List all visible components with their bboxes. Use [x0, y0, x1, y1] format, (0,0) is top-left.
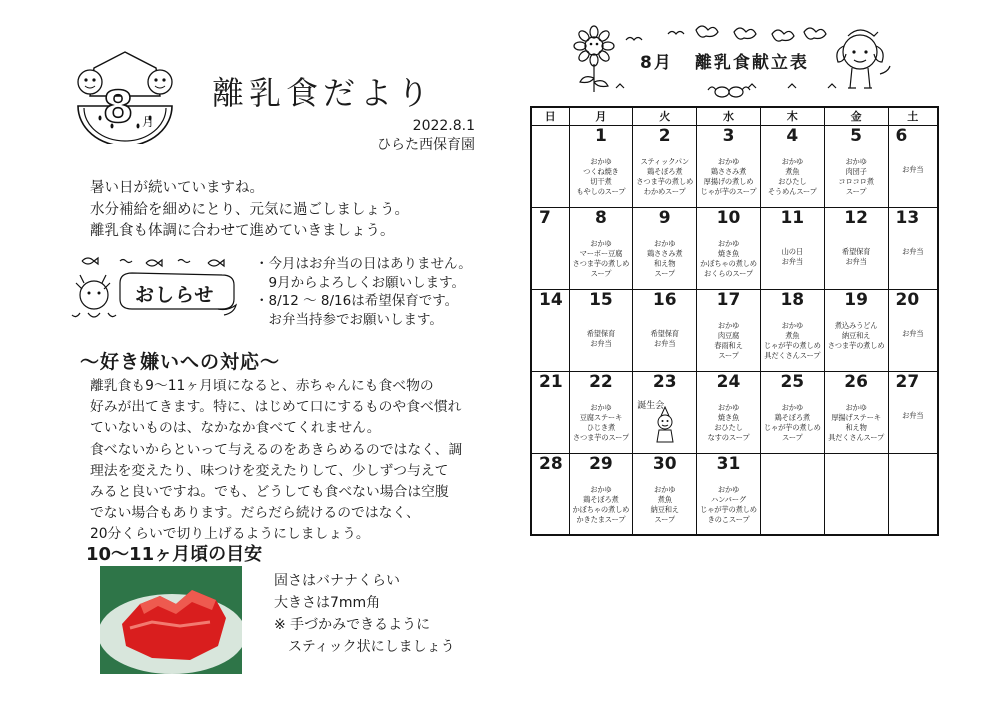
meal-item: おかゆ [590, 156, 612, 166]
meal-list [571, 403, 632, 443]
guide-note: 大きさは7mm角 [274, 595, 381, 611]
calendar-day-cell [531, 371, 569, 453]
notice-label: おしらせ [135, 284, 215, 306]
meal-item: さつま芋の煮しめ [636, 176, 694, 186]
calendar-day-cell [633, 207, 697, 289]
meal-item: おかゆ [781, 320, 803, 330]
meal-item: 切干煮 [590, 176, 612, 186]
jelly-photo-image [100, 566, 242, 674]
calendar-day-cell [569, 453, 633, 535]
body-line: 離乳食も9〜11ヶ月頃になると、赤ちゃんにも食べ物の [90, 378, 434, 394]
meal-item: コロコロ煮 [838, 176, 874, 186]
meal-list [634, 329, 695, 349]
meal-item: 山の日 [781, 246, 803, 256]
day-number: 10 [716, 207, 741, 228]
body-line: みると良いですね。でも、どうしても食べない場合は空腹 [90, 484, 449, 501]
body-line: 好みが出てきます。特に、はじめて口にするものや食べ慣れ [90, 399, 462, 416]
meal-list [698, 485, 759, 525]
meal-item: 和え物 [845, 422, 867, 432]
calendar-week-row [531, 289, 938, 371]
meal-item: 焼き魚 [717, 412, 740, 422]
issue-date: 2022.8.1 [412, 118, 475, 134]
meal-list [634, 239, 695, 279]
meal-item: スープ [590, 268, 612, 278]
day-number: 22 [589, 371, 613, 392]
day-number: 21 [539, 371, 563, 392]
meal-item: おかゆ [845, 402, 867, 412]
day-number: 4 [786, 125, 799, 146]
meal-item: 春雨和え [714, 340, 743, 350]
menu-month: 8月 [640, 53, 673, 73]
weekday-mon: 月 [569, 107, 633, 125]
calendar-day-cell [697, 289, 761, 371]
meal-item: じゃが芋の煮しめ [700, 504, 757, 514]
intro-line: 離乳食も体調に合わせて進めていきましょう。 [90, 223, 395, 239]
meal-list [571, 485, 632, 525]
day-number: 16 [652, 289, 677, 310]
calendar-week-row [531, 453, 938, 535]
menu-calendar [530, 106, 939, 536]
weekday-tue: 火 [633, 107, 697, 125]
guide-note: 固さはバナナくらい [274, 573, 400, 589]
meal-item: 鶏そぼろ煮 [774, 412, 811, 422]
calendar-day-cell [888, 453, 938, 535]
day-number: 14 [539, 289, 563, 310]
weekday-sun: 日 [531, 107, 569, 125]
picky-eating-heading: 〜好き嫌いへの対応〜 [80, 351, 281, 373]
calendar-day-cell [569, 125, 633, 207]
calendar-day-cell [760, 453, 824, 535]
day-number: 27 [895, 371, 920, 392]
meal-list [634, 485, 695, 525]
meal-list [890, 165, 937, 175]
meal-item: お弁当 [590, 338, 612, 348]
day-number: 8 [594, 207, 607, 228]
meal-item: マーボー豆腐 [579, 248, 623, 258]
meal-list [698, 239, 759, 279]
meal-item: 煮魚 [785, 166, 800, 176]
calendar-day-cell [531, 453, 569, 535]
meal-item: 焼き魚 [717, 248, 740, 258]
meal-item: 鶏ささみ煮 [710, 166, 747, 176]
meal-item: 鶏そぼろ煮 [646, 166, 683, 176]
meal-item: おかゆ [654, 238, 676, 248]
meal-item: 肉豆腐 [717, 330, 740, 340]
meal-item: 煮込みうどん [834, 320, 878, 330]
meal-list [890, 247, 937, 257]
meal-item: 鶏そぼろ煮 [583, 494, 619, 504]
calendar-day-cell [697, 453, 761, 535]
day-number: 11 [780, 207, 805, 228]
calendar-week-row [531, 371, 938, 453]
meal-item: 厚揚げステーキ [831, 412, 881, 422]
calendar-day-cell [569, 371, 633, 453]
body-line: 理法を変えたり、味つけを変えたりして、少しずつ与えて [90, 462, 449, 479]
day-number: 25 [780, 371, 805, 392]
meal-item: スティックパン [640, 156, 689, 166]
meal-list [762, 157, 823, 197]
notice-item: お弁当持参でお願いします。 [255, 311, 443, 328]
meal-item: お弁当 [654, 338, 676, 348]
menu-title [640, 48, 809, 73]
calendar-day-cell [824, 207, 888, 289]
body-line: でない場合もあります。だらだら続けるのではなく、 [90, 505, 420, 522]
day-number: 13 [895, 207, 920, 228]
day-number: 31 [716, 453, 741, 474]
calendar-day-cell [633, 289, 697, 371]
food-photo [100, 566, 242, 674]
meal-list [890, 329, 937, 339]
weekday-fri: 金 [824, 107, 888, 125]
meal-item: 希望保育 [650, 328, 679, 338]
newsletter-title: 離乳食だより [212, 74, 435, 112]
meal-list [890, 411, 937, 421]
meal-item: お弁当 [902, 246, 924, 256]
meal-list [571, 157, 632, 197]
meal-item: ハンバーグ [711, 494, 746, 504]
meal-item: かぼちゃの煮しめ [572, 504, 630, 514]
calendar-day-cell [888, 125, 938, 207]
calendar-day-cell [760, 207, 824, 289]
school-name: ひらた西保育園 [377, 137, 475, 153]
weekday-wed: 水 [697, 107, 761, 125]
meal-item: さつま芋の煮しめ [827, 340, 885, 350]
meal-item: おかゆ [781, 156, 803, 166]
meal-item: 納豆和え [841, 330, 871, 340]
calendar-day-cell [824, 453, 888, 535]
notice-list [255, 255, 472, 329]
meal-list [762, 247, 823, 267]
meal-list [826, 157, 887, 197]
calendar-day-cell [824, 371, 888, 453]
day-number: 23 [652, 371, 677, 392]
calendar-day-cell [697, 371, 761, 453]
month-badge-number: 8 [102, 82, 134, 133]
notice-item: ・今月はお弁当の日はありません。 [255, 256, 472, 272]
meal-item: おひたし [714, 422, 743, 432]
calendar-week-row [531, 207, 938, 289]
notice-item: ・8/12 〜 8/16は希望保育です。 [255, 293, 459, 309]
birthday-child-icon [653, 406, 677, 446]
meal-list [571, 329, 632, 349]
meal-item: お弁当 [845, 256, 867, 266]
calendar-day-cell [531, 207, 569, 289]
guide-note: スティック状にしましょう [274, 639, 455, 655]
meal-item: おかゆ [717, 238, 740, 248]
meal-item: つくね焼き [583, 166, 619, 176]
meal-item: さつま芋のスープ [572, 432, 629, 442]
guide-note: ※ 手づかみできるように [274, 617, 431, 633]
calendar-day-cell [824, 289, 888, 371]
issue-info [335, 117, 475, 155]
day-number: 15 [589, 289, 613, 310]
event-label: 誕生会 [637, 400, 665, 411]
meal-item: 肉団子 [845, 166, 867, 176]
day-number: 18 [780, 289, 805, 310]
intro-line: 暑い日が続いていますね。 [90, 180, 264, 196]
meal-item: おかゆ [717, 402, 740, 412]
day-number: 6 [895, 125, 908, 146]
meal-item: おひたし [778, 176, 807, 186]
meal-item: おかゆ [781, 402, 803, 412]
weekday-header [531, 107, 938, 125]
body-line: 食べないからといって与えるのをあきらめるのではなく、調 [90, 441, 463, 458]
meal-item: ひじき煮 [586, 422, 616, 432]
calendar-week-row [531, 125, 938, 207]
meal-list [698, 403, 759, 443]
notice-item: 9月からよろしくお願いします。 [255, 274, 466, 291]
meal-list [698, 157, 759, 197]
meal-list [762, 321, 823, 361]
picky-eating-text [90, 376, 490, 546]
meal-item: 煮魚 [785, 330, 800, 340]
month-badge-suffix: 月 [141, 115, 155, 129]
meal-item: おかゆ [590, 402, 612, 412]
calendar-day-cell [697, 207, 761, 289]
guide-heading: 10〜11ヶ月頃の目安 [86, 544, 263, 565]
calendar-day-cell [697, 125, 761, 207]
meal-item: おかゆ [590, 238, 612, 248]
meal-item: なすのスープ [707, 432, 750, 442]
calendar-day-cell [760, 289, 824, 371]
calendar-day-cell [633, 371, 697, 453]
meal-item: スープ [654, 514, 675, 524]
meal-item: じゃが芋の煮しめ [763, 422, 821, 432]
meal-item: おかゆ [590, 484, 612, 494]
menu-title-text: 離乳食献立表 [694, 53, 809, 73]
meal-item: じゃが芋の煮しめ [763, 340, 821, 350]
meal-item: 納豆和え [650, 504, 679, 514]
meal-item: スープ [654, 268, 675, 278]
meal-item: おかゆ [845, 156, 867, 166]
meal-item: 煮魚 [657, 494, 672, 504]
meal-item: かきたまスープ [576, 514, 626, 524]
meal-item: わかめスープ [643, 186, 686, 196]
meal-item: お弁当 [781, 256, 803, 266]
meal-list [826, 321, 887, 351]
intro-line: 水分補給を細めにとり、元気に過ごしましょう。 [90, 201, 409, 218]
meal-item: 和え物 [654, 258, 676, 268]
day-number: 30 [652, 453, 677, 474]
meal-item: スープ [718, 350, 739, 360]
meal-item: もやしのスープ [576, 186, 626, 196]
calendar-day-cell [633, 125, 697, 207]
day-number: 19 [844, 289, 868, 310]
calendar-day-cell [888, 371, 938, 453]
calendar-day-cell [531, 289, 569, 371]
calendar-day-cell [888, 207, 938, 289]
meal-list [826, 403, 887, 443]
meal-item: さつま芋の煮しめ [572, 258, 630, 268]
meal-item: お弁当 [902, 164, 924, 174]
meal-item: お弁当 [902, 410, 924, 420]
calendar-day-cell [569, 289, 633, 371]
calendar-day-cell [888, 289, 938, 371]
meal-item: スープ [782, 432, 803, 442]
calendar-day-cell [569, 207, 633, 289]
day-number: 24 [716, 371, 741, 392]
day-number: 1 [594, 125, 607, 146]
meal-list [762, 403, 823, 443]
meal-item: お弁当 [902, 328, 924, 338]
guide-notes [274, 570, 455, 658]
meal-item: そうめんスープ [767, 186, 817, 196]
day-number: 9 [658, 207, 671, 228]
day-number: 29 [589, 453, 613, 474]
day-number: 2 [658, 125, 671, 146]
meal-item: 希望保育 [841, 246, 871, 256]
calendar-day-cell [531, 125, 569, 207]
meal-list [571, 239, 632, 279]
meal-item: じゃが芋のスープ [700, 186, 757, 196]
calendar-day-cell [633, 453, 697, 535]
meal-item: 希望保育 [586, 328, 616, 338]
meal-item: きのこスープ [707, 514, 750, 524]
calendar-day-cell [824, 125, 888, 207]
meal-item: おかゆ [717, 484, 740, 494]
meal-item: おかゆ [654, 484, 676, 494]
meal-list [698, 321, 759, 361]
day-number: 7 [539, 207, 551, 228]
weekday-sat: 土 [888, 107, 938, 125]
meal-item: 豆腐ステーキ [579, 412, 623, 422]
watermelon-badge [70, 48, 180, 144]
day-number: 20 [895, 289, 920, 310]
calendar-day-cell [760, 371, 824, 453]
body-line: ていないものは、なかなか食べてくれません。 [90, 420, 381, 437]
meal-item: おかゆ [717, 156, 740, 166]
meal-item: かぼちゃの煮しめ [700, 258, 757, 268]
intro-text [90, 178, 409, 243]
body-line: 20分くらいで切り上げるようにしましょう。 [90, 526, 370, 543]
calendar-body [531, 125, 938, 535]
meal-item: おかゆ [717, 320, 740, 330]
meal-item: おくらのスープ [704, 268, 753, 278]
meal-item: 具だくさんスープ [828, 432, 885, 442]
meal-item: 具だくさんスープ [764, 350, 821, 360]
weekday-thu: 木 [760, 107, 824, 125]
calendar-day-cell [760, 125, 824, 207]
day-number: 5 [850, 125, 863, 146]
day-number: 17 [716, 289, 741, 310]
day-number: 3 [722, 125, 735, 146]
meal-list [634, 157, 695, 197]
meal-item: 厚揚げの煮しめ [703, 176, 754, 186]
day-number: 28 [539, 453, 563, 474]
meal-item: 鶏ささみ煮 [646, 248, 683, 258]
day-number: 26 [844, 371, 868, 392]
meal-list [826, 247, 887, 267]
day-number: 12 [844, 207, 868, 228]
meal-item: スープ [845, 186, 867, 196]
